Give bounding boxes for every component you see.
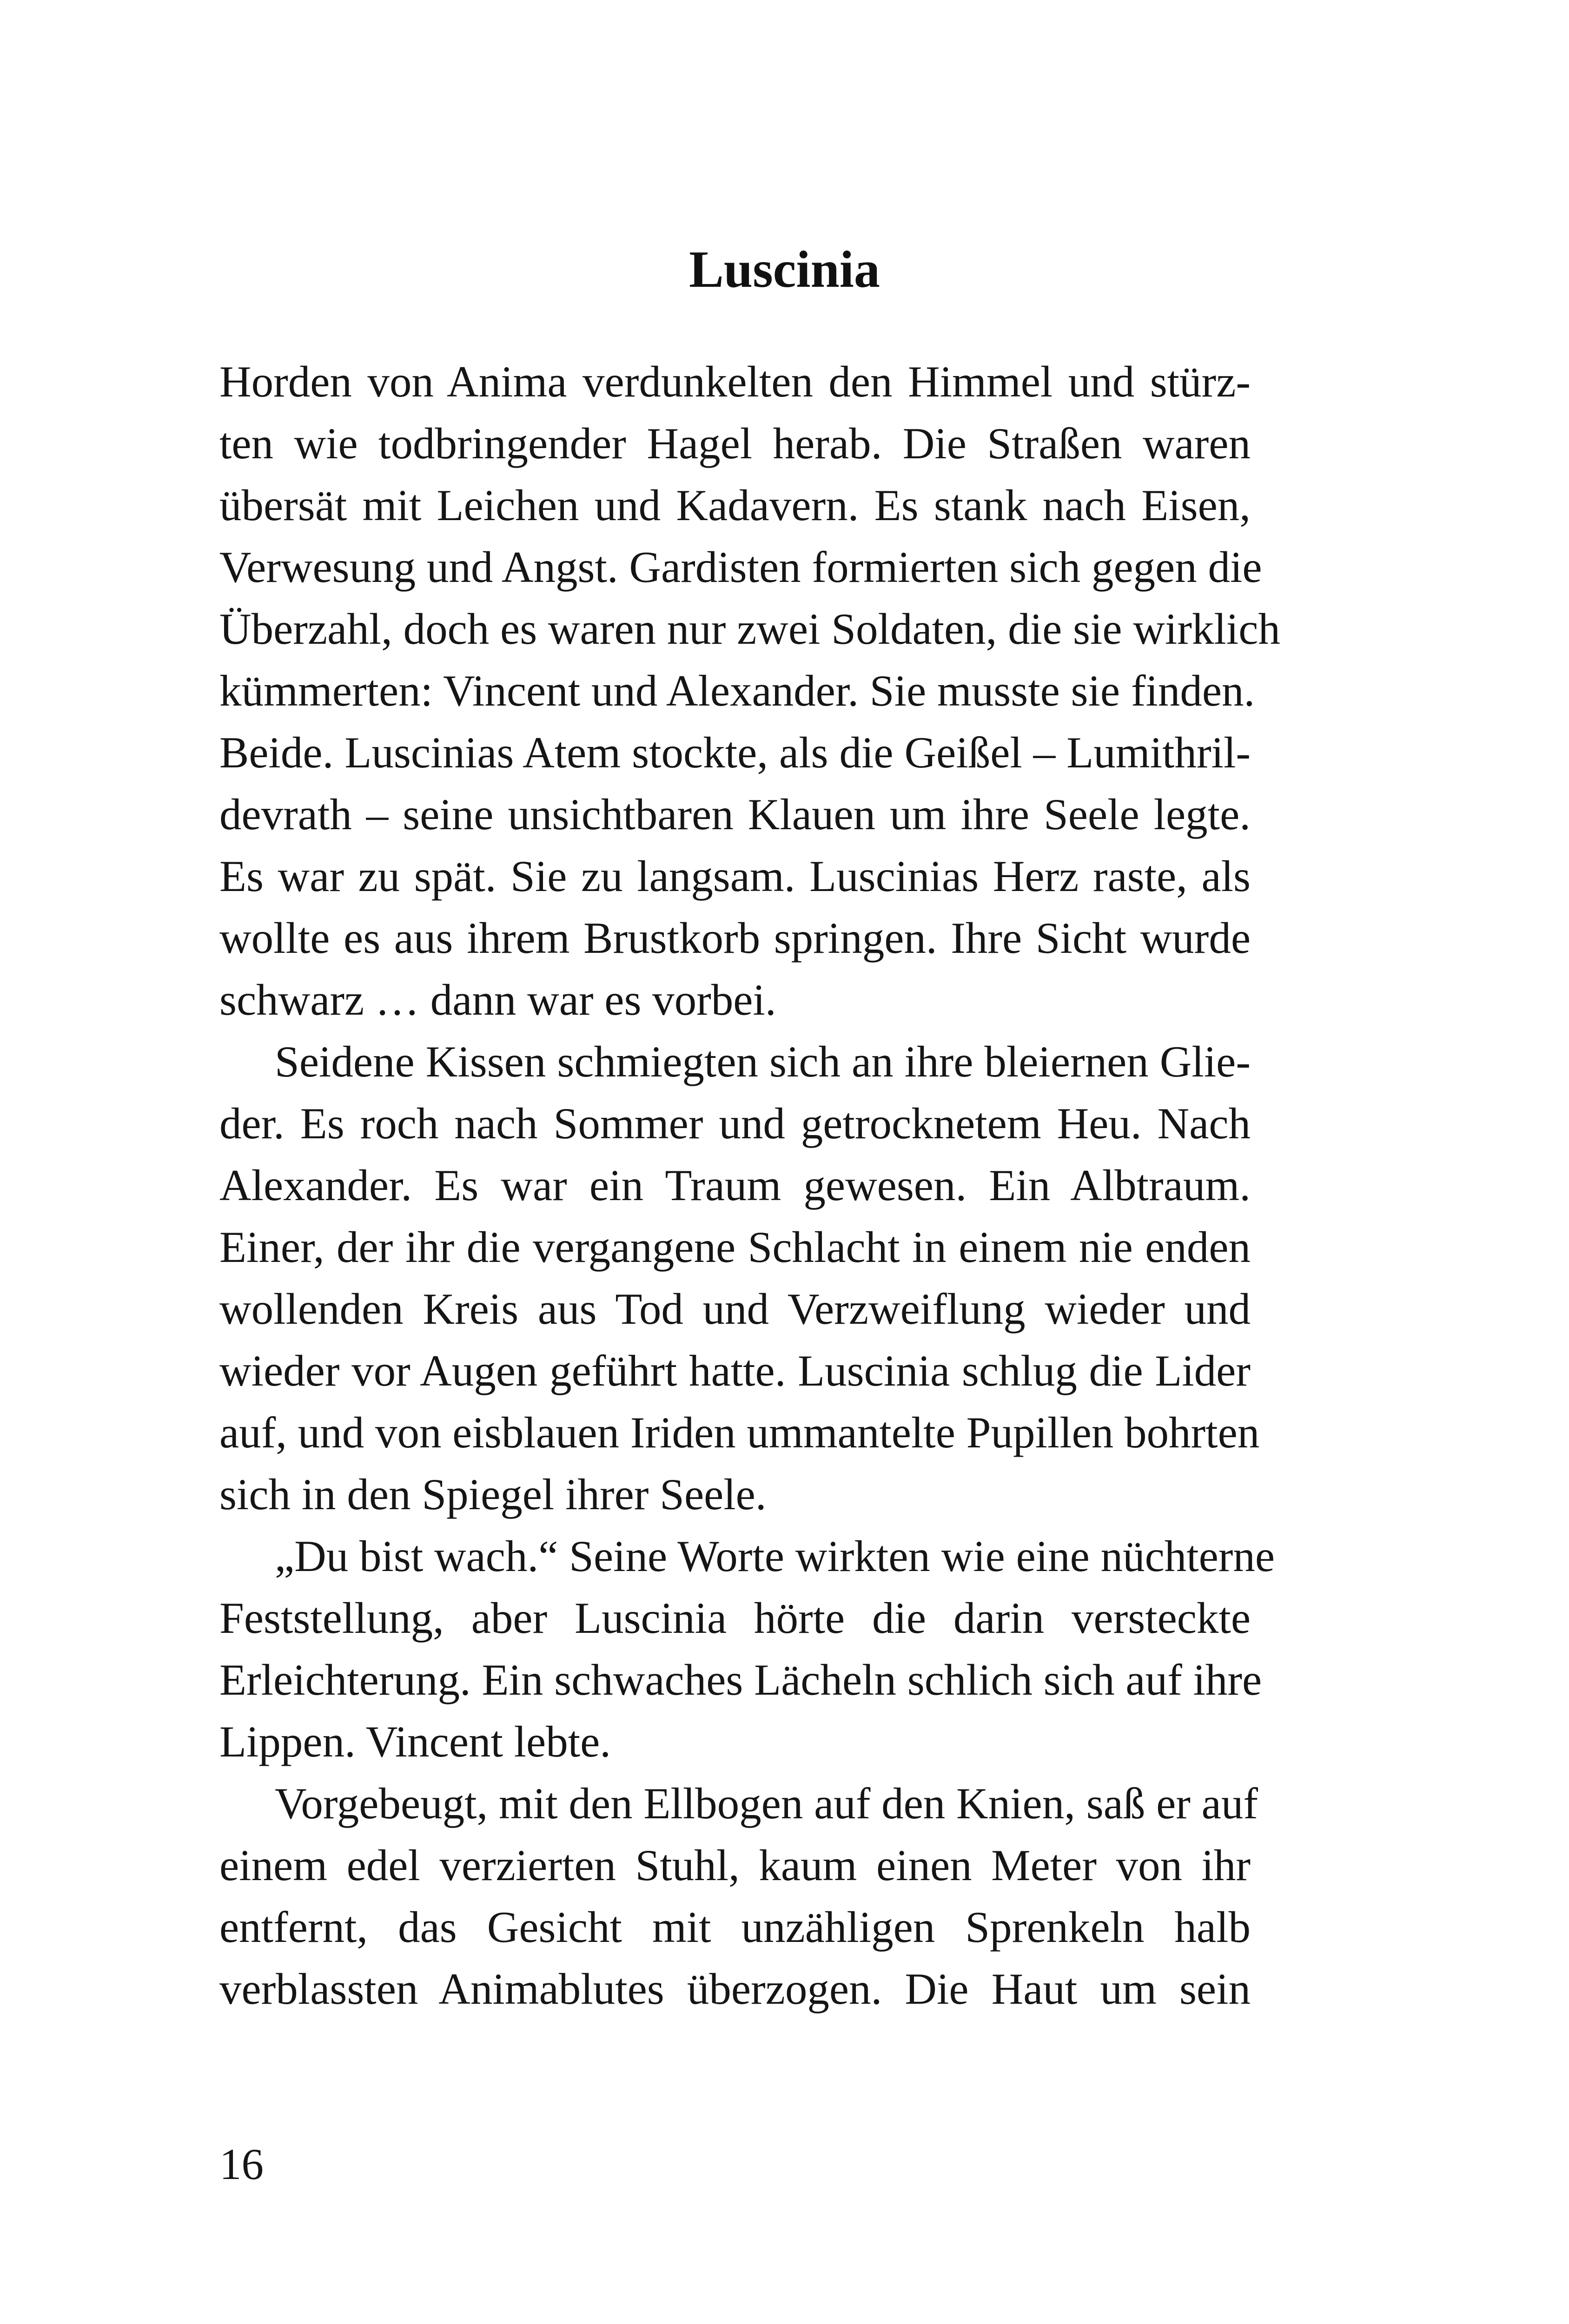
text-line: Verwesung und Angst. Gardisten formierten sich gegen die (219, 542, 1262, 592)
text-line: entfernt, das Gesicht mit unzähligen Sprenkeln halb (219, 1902, 1251, 1952)
text-line: Überzahl, doch es waren nur zwei Soldaten, die sie wirklich (219, 604, 1280, 654)
text-line: „Du bist wach.“ Seine Worte wirkten wie eine nüchterne (275, 1532, 1275, 1581)
text-line: ten wie todbringender Hagel herab. Die Straßen waren (219, 419, 1251, 468)
text-line: wollenden Kreis aus Tod und Verzweiflung wieder und (219, 1284, 1251, 1334)
text-line: Beide. Luscinias Atem stockte, als die Geißel – Lumithril- (219, 728, 1251, 777)
paragraph-4 (219, 1773, 1258, 2020)
text-line: Erleichterung. Ein schwaches Lächeln schlich sich auf ihre (219, 1655, 1262, 1704)
page-number: 16 (219, 2139, 264, 2189)
text-line: verblassten Animablutes überzogen. Die Haut um sein (219, 1964, 1251, 2014)
text-line: wollte es aus ihrem Brustkorb springen. Ihre Sicht wurde (219, 913, 1251, 963)
text-line: der. Es roch nach Sommer und getrocknetem Heu. Nach (219, 1099, 1251, 1148)
text-line: kümmerten: Vincent und Alexander. Sie musste sie finden. (219, 666, 1255, 715)
text-line: sich in den Spiegel ihrer Seele. (219, 1470, 767, 1519)
text-line: übersät mit Leichen und Kadavern. Es stank nach Eisen, (219, 481, 1251, 530)
paragraph-3 (219, 1525, 1275, 1773)
text-line: Seidene Kissen schmiegten sich an ihre bleiernen Glie- (275, 1037, 1251, 1086)
text-line: Horden von Anima verdunkelten den Himmel und stürz- (219, 357, 1251, 406)
paragraph-2 (219, 1031, 1260, 1525)
text-line: Alexander. Es war ein Traum gewesen. Ein Albtraum. (219, 1161, 1251, 1210)
text-line: Lippen. Vincent lebte. (219, 1717, 611, 1766)
text-line: Es war zu spät. Sie zu langsam. Luscinias Herz raste, als (219, 852, 1251, 901)
text-line: devrath – seine unsichtbaren Klauen um ihre Seele legte. (219, 790, 1251, 839)
text-line: Einer, der ihr die vergangene Schlacht in einem nie enden (219, 1222, 1251, 1272)
text-line: auf, und von eisblauen Iriden ummantelte Pupillen bohrten (219, 1408, 1260, 1457)
body-text (219, 351, 1280, 2020)
text-line: Vorgebeugt, mit den Ellbogen auf den Knien, saß er auf (275, 1779, 1258, 1828)
text-line: einem edel verzierten Stuhl, kaum einen Meter von ihr (219, 1841, 1251, 1890)
paragraph-1 (219, 351, 1280, 1031)
chapter-title: Luscinia (689, 241, 880, 298)
text-line: wieder vor Augen geführt hatte. Luscinia schlug die Lider (219, 1346, 1251, 1395)
text-line: schwarz … dann war es vorbei. (219, 975, 776, 1024)
text-line: Feststellung, aber Luscinia hörte die darin versteckte (219, 1593, 1251, 1643)
